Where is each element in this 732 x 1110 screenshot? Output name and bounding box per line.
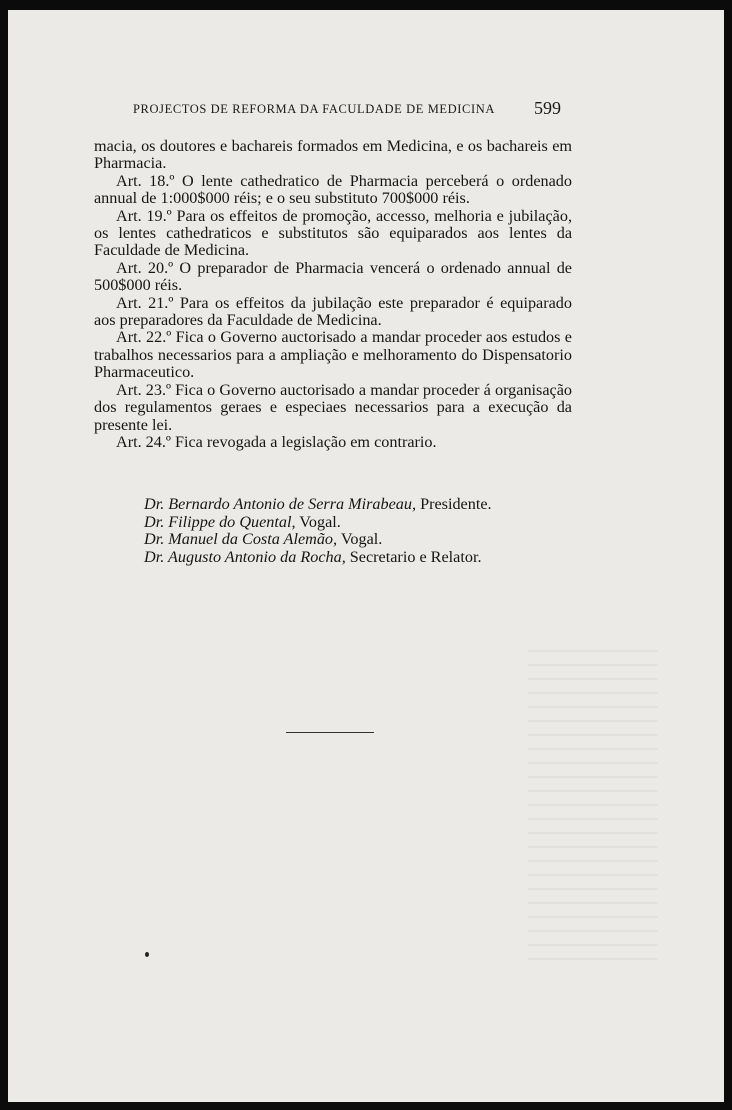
body-text [94, 138, 572, 451]
bleed-through-texture [528, 650, 658, 970]
article-22: Art. 22.º Fica o Governo auctorisado a mandar proceder aos estudos e trabalhos necessarios para a ampliação e melhoramento do Dispensatorio Pharmaceutico. [94, 328, 572, 382]
book-page [8, 10, 724, 1102]
signature-line [144, 531, 492, 549]
article-18: Art. 18.º O lente cathedratico de Pharmacia perceberá o ordenado annual de 1:000$000 réis; e o seu substituto 700$000 réis. [94, 171, 572, 208]
article-20: Art. 20.º O preparador de Pharmacia vencerá o ordenado annual de 500$000 réis. [94, 258, 572, 295]
signatory-role: Secretario e Relator. [349, 547, 482, 566]
article-19: Art. 19.º Para os effeitos de promoção, accesso, melhoria e jubilação, os lentes cathedraticos e substitutos são equiparados aos lentes da Faculdade de Medicina. [94, 206, 572, 260]
signature-line [144, 549, 492, 567]
article-24: Art. 24.º Fica revogada a legislação em contrario. [116, 432, 437, 451]
signatory-role: Presidente. [420, 495, 492, 513]
running-title: PROJECTOS DE REFORMA DA FACULDADE DE MEDICINA [133, 102, 495, 116]
horizontal-rule [286, 732, 374, 733]
paragraph-continuation: macia, os doutores e bachareis formados em Medicina, e os bachareis em Pharmacia. [94, 137, 572, 173]
signatory-name: Dr. Augusto Antonio da Rocha, [144, 547, 346, 566]
ink-speck [145, 952, 149, 957]
page-number: 599 [534, 98, 561, 118]
signatory-name: Dr. Manuel da Costa Alemão, [144, 530, 338, 549]
signatory-name: Dr. Bernardo Antonio de Serra Mirabeau, [144, 495, 417, 513]
signature-line [144, 514, 492, 532]
signature-line [144, 496, 492, 514]
signatory-role: Vogal. [299, 512, 341, 531]
signatory-name: Dr. Filippe do Quental, [144, 512, 296, 531]
article-23: Art. 23.º Fica o Governo auctorisado a mandar proceder á organisação dos regulamentos geraes e especiaes necessarios para a execução da presente lei. [94, 380, 572, 434]
signature-block [144, 496, 492, 566]
signatory-role: Vogal. [340, 530, 383, 549]
article-21: Art. 21.º Para os effeitos da jubilação este preparador é equiparado aos preparadores da Faculdade de Medicina. [94, 293, 572, 330]
